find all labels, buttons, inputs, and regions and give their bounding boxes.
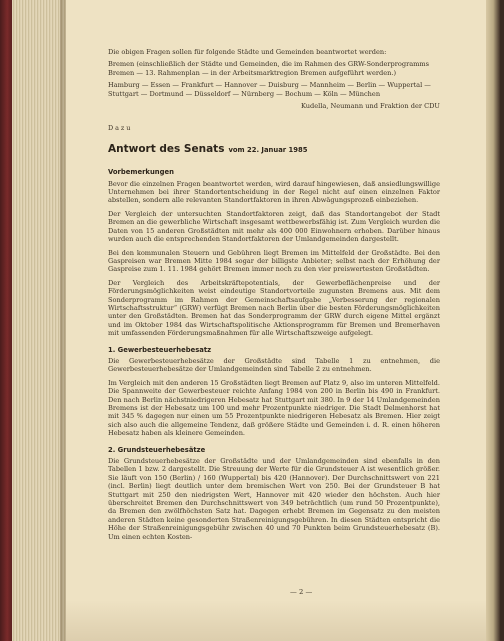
answer-title — [108, 142, 440, 155]
heading-vorbemerkungen: Vorbemerkungen — [108, 168, 174, 177]
paragraph: Im Vergleich mit den anderen 15 Großstädten liegt Bremen auf Platz 9, also im unteren Mittelfeld. Die Spannweite der Gewerbesteuer reichte Anfang 1984 von 200 in Berlin bis 490 in Frankfurt. Den nach Berlin nächstniedrigeren Hebesatz hat Stuttgart mit 380. In 9 der 14 Umlandgemeinden Bremens ist der Hebesatz um 100 und mehr Prozentpunkte niedriger. Die Stadt Delmenhorst hat mit 345 % dagegen nur einen um 55 Prozentpunkte niedrigeren Hebesatz als Bremen. Hier zeigt sich also auch die allgemeine Tendenz, daß größere Städte und Gemeinden i. d. R. einen höheren Hebesatz haben als kleinere Gemeinden. — [108, 378, 440, 438]
page-number: — 2 — — [290, 588, 313, 596]
paragraph: Bevor die einzelnen Fragen beantwortet werden, wird darauf hingewiesen, daß ansiedlungswillige Unternehmen bei ihrer Standortentscheidung in der Regel nicht auf einen einzelnen Faktor abstellen, sondern alle relevanten Standortfaktoren in ihren Abwägungsprozeß einbeziehen. — [108, 179, 440, 205]
document-body — [108, 48, 440, 546]
book-binding — [0, 0, 12, 641]
paragraph: Der Vergleich des Arbeitskräftepotentials, der Gewerbeflächenpreise und der Förderungsmöglichkeiten weist eindeutige Standortvorteile zugunsten Bremens aus. Mit dem Sonderprogramm im Rahmen der Gemeinschaftsaufgabe „Verbesserung der regionalen Wirtschaftsstruktur“ (GRW) verfügt Bremen nach Berlin über die besten Förderungsmöglichkeiten unter den Großstädten. Bremen hat das Sonderprogramm der GRW durch eigene Mittel ergänzt und im Oktober 1984 das Wirtschaftspolitische Aktionsprogramm für Bremen und Bremerhaven mit umfassenden Förderungsmaßnahmen für alle Wirtschaftszweige aufgelegt. — [108, 278, 440, 338]
paragraph: Der Vergleich der untersuchten Standortfaktoren zeigt, daß das Standortangebot der Stadt Bremen an die gewerbliche Wirtschaft insgesamt wettbewerbsfähig ist. Zum Vergleich wurden die Daten von 15 anderen Großstädten mit mehr als 400 000 Einwohnern erhoben. Darüber hinaus wurden auch die entsprechenden Standortfaktoren der Umlandgemeinden dargestellt. — [108, 209, 440, 244]
question-signature: Kudella, Neumann und Fraktion der CDU — [301, 102, 440, 111]
paragraph: Bei den kommunalen Steuern und Gebühren liegt Bremen im Mittelfeld der Großstädte. Bei den Gaspreisen war Bremen Mitte 1984 sogar der billigste Anbieter; selbst nach der Erhöhung der Gaspreise zum 1. 11. 1984 gehört Bremen immer noch zu den vier preiswertesten Großstädten. — [108, 248, 440, 274]
dazu-label: Dazu — [108, 124, 133, 133]
paragraph: Die Grundsteuerhebesätze der Großstädte und der Umlandgemeinden sind ebenfalls in den Tabellen 1 bzw. 2 dargestellt. Die Streuung der Werte für die Grundsteuer A ist wesentlich größer. Sie läuft von 150 (Berlin) / 160 (Wuppertal) bis 420 (Hannover). Der Durchschnittswert von 221 (incl. Berlin) liegt deutlich unter dem bremischen Wert von 250. Bei der Grundsteuer B hat Stuttgart mit 250 den niedrigsten Wert, Hannover mit 420 wieder den höchsten. Auch hier überschreitet Bremen den Durchschnittswert von 349 beträchtlich (um rund 50 Prozentpunkte), da Bremen den zwölfhöchsten Satz hat. Dagegen erhebt Bremen im Gegensatz zu den meisten anderen Städten keine gesonderten Straßenreinigungsgebühren. In diesen Städten entspricht die Höhe der Straßenreinigungsgebühr zwischen 40 und 70 Punkten beim Grundsteuerhebesatz (B). Um einen echten Kosten- — [108, 457, 440, 541]
page-edges — [12, 0, 66, 641]
page-bottom-shade — [66, 600, 486, 641]
heading-gewerbesteuer: 1. Gewerbesteuerhebesatz — [108, 345, 212, 354]
answer-date: vom 22. Januar 1985 — [228, 145, 308, 154]
question-cities: Hamburg — Essen — Frankfurt — Hannover — Duisburg — Mannheim — Berlin — Wuppertal — Stuttgart — Dortmund — Düsseldorf — Nürnberg — Bochum — Köln — München — [108, 81, 431, 98]
answer-title-main: Antwort des Senats — [108, 142, 225, 155]
question-intro: Die obigen Fragen sollen für folgende Städte und Gemeinden beantwortet werden: — [108, 48, 387, 56]
heading-grundsteuer: 2. Grundsteuerhebesätze — [108, 445, 206, 454]
question-bremen: Bremen (einschließlich der Städte und Gemeinden, die im Rahmen des GRW-Sonderprogramms Bremen — 13. Rahmenplan — in der Arbeitsmarktregion Bremen aufgeführt werden.) — [108, 60, 430, 77]
paragraph: Die Gewerbesteuerhebesätze der Großstädte sind Tabelle 1 zu entnehmen, die Gewerbesteuerhebesätze der Umlandgemeinden sind Tabelle 2 zu entnehmen. — [108, 356, 440, 374]
page-right-edge — [486, 0, 504, 641]
